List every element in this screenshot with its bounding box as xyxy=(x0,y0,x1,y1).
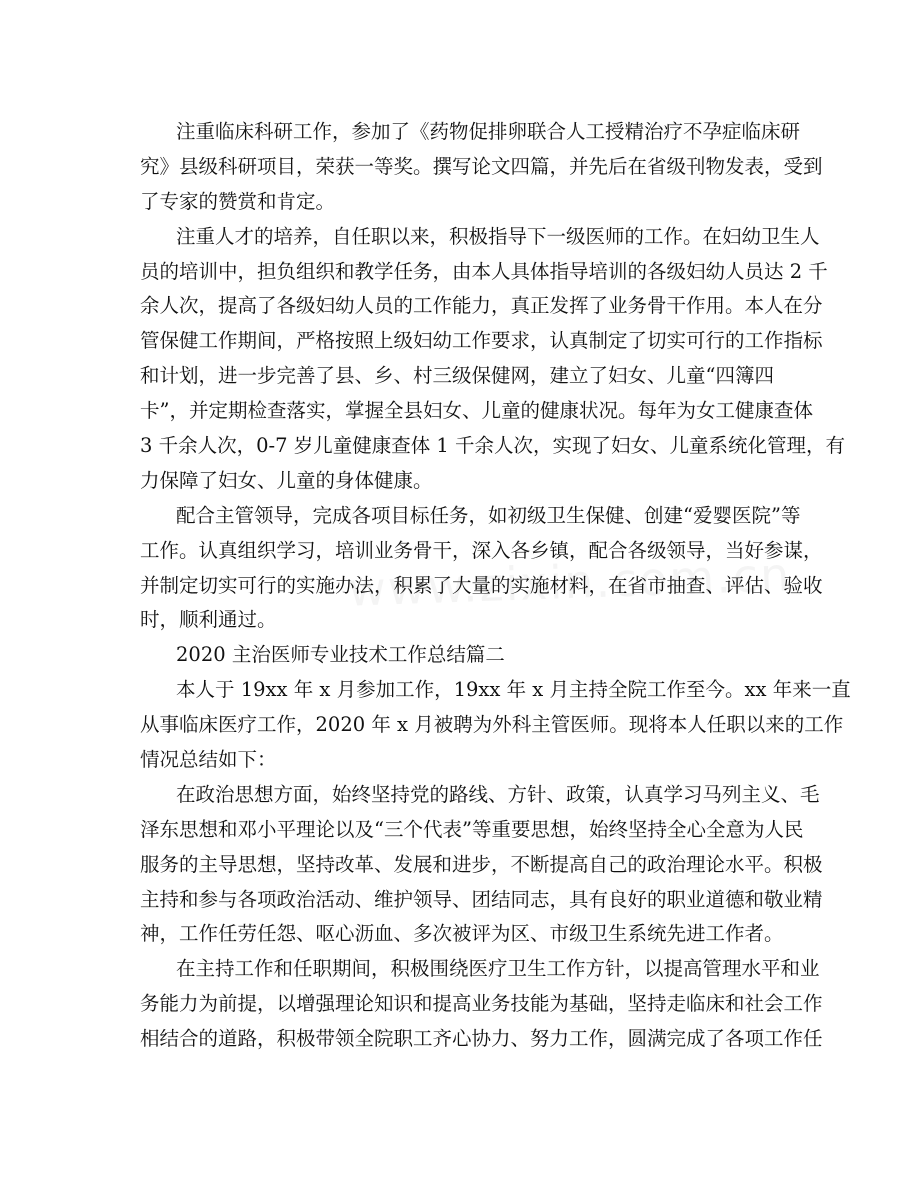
paragraph-line: 时，顺利通过。 xyxy=(140,608,277,632)
paragraph-line: 神，工作任劳任怨、呕心沥血、多次被评为区、市级卫生系统先进工作者。 xyxy=(140,922,784,946)
paragraph-line: 在主持工作和任职期间，积极围绕医疗卫生工作方针，以提高管理水平和业 xyxy=(176,957,820,981)
document-body xyxy=(140,115,851,1057)
paragraph-line: 了专家的赞赏和肯定。 xyxy=(140,189,336,213)
paragraph-line: 相结合的道路，积极带领全院职工齐心协力、努力工作，圆满完成了各项工作任 xyxy=(140,1027,823,1051)
paragraph-line: 管保健工作期间，严格按照上级妇幼工作要求，认真制定了切实可行的工作指标 xyxy=(140,329,823,353)
paragraph-line: 在政治思想方面，始终坚持党的路线、方针、政策，认真学习马列主义、毛 xyxy=(176,782,820,806)
paragraph-line: 从事临床医疗工作，2020 年 x 月被聘为外科主管医师。现将本人任职以来的工作 xyxy=(140,713,844,737)
paragraph-line: 注重临床科研工作，参加了《药物促排卵联合人工授精治疗不孕症临床研 xyxy=(176,120,801,143)
paragraph-line: 并制定切实可行的实施办法，积累了大量的实施材料，在省市抽查、评估、验收 xyxy=(140,573,823,597)
section-heading: 2020 主治医师专业技术工作总结篇二 xyxy=(176,643,505,667)
paragraph-line: 力保障了妇女、儿童的身体健康。 xyxy=(140,468,433,492)
paragraph-line: 主持和参与各项政治活动、维护领导、团结同志，具有良好的职业道德和敬业精 xyxy=(140,887,823,911)
paragraph-line: 卡”，并定期检查落实，掌握全县妇女、儿童的健康状况。每年为女工健康查体 xyxy=(140,399,813,423)
paragraph-line: 泽东思想和邓小平理论以及“三个代表”等重要思想，始终坚持全心全意为人民 xyxy=(140,817,804,841)
paragraph-line: 配合主管领导，完成各项目标任务，如初级卫生保健、创建“爱婴医院”等 xyxy=(176,503,801,527)
paragraph-line: 本人于 19xx 年 x 月参加工作，19xx 年 x 月主持全院工作至今。xx 年来一直 xyxy=(176,678,851,702)
paragraph-line: 服务的主导思想，坚持改革、发展和进步，不断提高自己的政治理论水平。积极 xyxy=(140,852,823,876)
paragraph-line: 务能力为前提，以增强理论知识和提高业务技能为基础，坚持走临床和社会工作 xyxy=(140,992,823,1016)
paragraph-line: 究》县级科研项目，荣获一等奖。撰写论文四篇，并先后在省级刊物发表，受到 xyxy=(140,154,823,178)
paragraph-line: 工作。认真组织学习，培训业务骨干，深入各乡镇，配合各级领导，当好参谋， xyxy=(140,538,823,562)
paragraph-line: 员的培训中，担负组织和教学任务，由本人具体指导培训的各级妇幼人员达 2 千 xyxy=(140,259,828,283)
paragraph-line: 3 千余人次，0-7 岁儿童健康查体 1 千余人次，实现了妇女、儿童系统化管理，有 xyxy=(140,434,846,458)
paragraph-line: 注重人才的培养，自任职以来，积极指导下一级医师的工作。在妇幼卫生人 xyxy=(176,224,820,248)
paragraph-line: 余人次，提高了各级妇幼人员的工作能力，真正发挥了业务骨干作用。本人在分 xyxy=(140,294,823,318)
paragraph-line: 情况总结如下： xyxy=(140,748,277,772)
paragraph-line: 和计划，进一步完善了县、乡、村三级保健网，建立了妇女、儿童“四簿四 xyxy=(140,364,774,388)
